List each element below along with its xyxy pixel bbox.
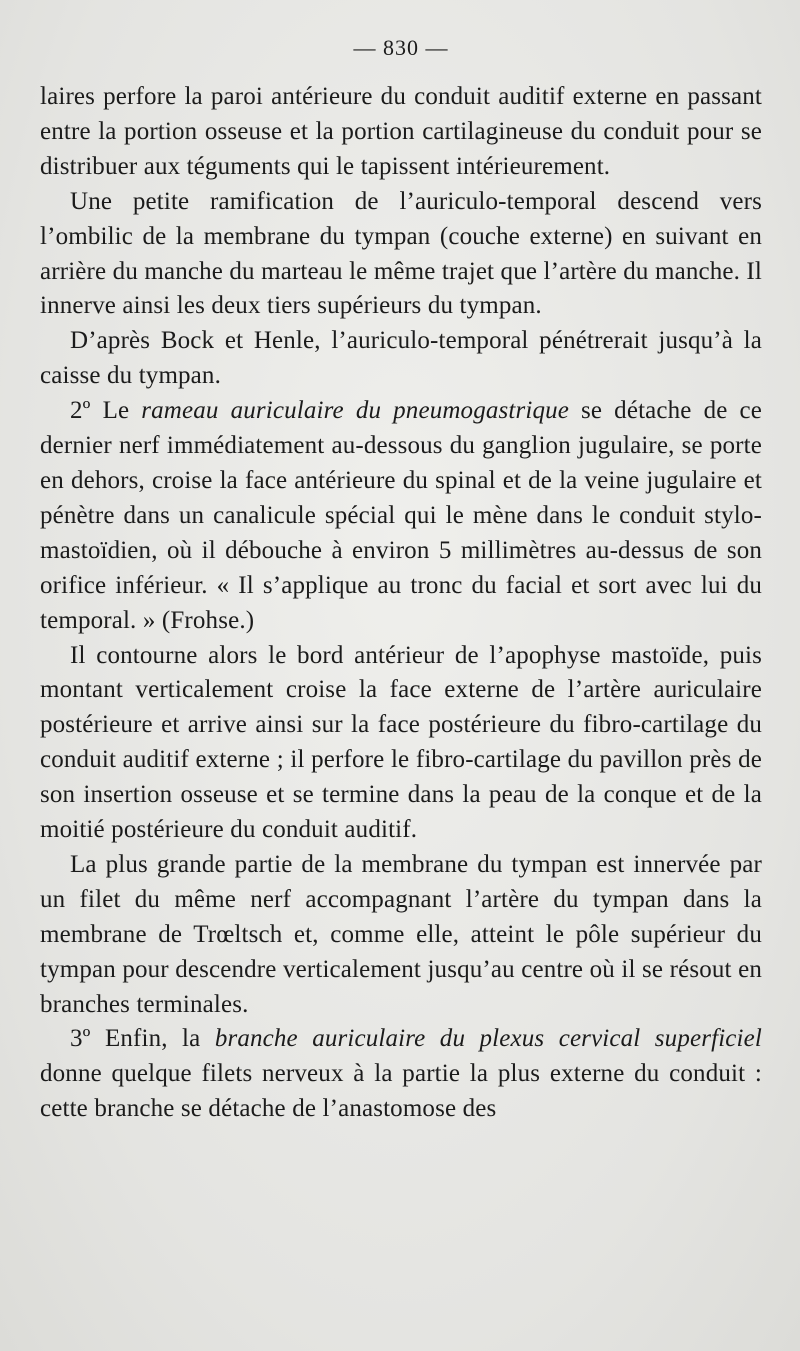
text-segment: Il contourne alors le bord antérieur de l’apophyse mastoïde, puis montant verticalement croise la face externe de l’artère auriculaire postérieure et arrive ainsi sur la face postérieure du fibro-cartilage du conduit auditif externe ; il perfore le fibro-cartilage du pavillon près de son insertion osseuse et se termine dans la peau de la conque et de la moitié postérieure du conduit auditif. xyxy=(40,641,762,844)
text-segment: donne quelque filets nerveux à la partie la plus externe du conduit : cette branche se détache de l’anastomose des xyxy=(40,1060,762,1123)
paragraph xyxy=(40,639,762,848)
italic-term: rameau auriculaire du pneumogastrique xyxy=(141,397,569,425)
text-segment: Une petite ramification de l’auriculo-temporal descend vers l’ombilic de la membrane du tympan (couche externe) en suivant en arrière du manche du marteau le même trajet que l’artère du manche. Il innerve ainsi les deux tiers supérieurs du tympan. xyxy=(40,187,762,320)
text-segment: 3º Enfin, la xyxy=(70,1025,215,1053)
text-segment: 2º Le xyxy=(70,397,142,425)
paragraph xyxy=(40,394,762,638)
text-segment: D’après Bock et Henle, l’auriculo-temporal pénétrerait jusqu’à la caisse du tympan. xyxy=(40,327,762,390)
italic-term: branche auriculaire du plexus cervical superficiel xyxy=(214,1025,762,1053)
text-segment: La plus grande partie de la membrane du tympan est innervée par un filet du même nerf accompagnant l’artère du tympan dans la membrane de Trœltsch et, comme elle, atteint le pôle supérieur du tympan pour descendre verticalement jusqu’au centre où il se résout en branches terminales. xyxy=(40,850,762,1018)
paragraph xyxy=(40,848,762,1023)
text-segment: laires perfore la paroi antérieure du conduit auditif externe en passant entre la portion osseuse et la portion cartilagineuse du conduit pour se distribuer aux téguments qui le tapissent intérieurement. xyxy=(40,83,762,180)
body-text xyxy=(40,80,762,1127)
page-number: — 830 — xyxy=(353,35,449,60)
text-segment: se détache de ce dernier nerf immédiatement au-dessous du ganglion jugulaire, se porte en dehors, croise la face antérieure du spinal et de la veine jugulaire et pénètre dans un canalicule spécial qui le mène dans le conduit stylo-mastoïdien, où il débouche à environ 5 millimètres au-dessus de son orifice inférieur. « Il s’applique au tronc du facial et sort avec lui du temporal. » (Frohse.) xyxy=(40,397,762,634)
paragraph xyxy=(40,185,762,325)
paragraph xyxy=(40,80,762,185)
paragraph xyxy=(40,1022,762,1127)
paragraph xyxy=(40,324,762,394)
